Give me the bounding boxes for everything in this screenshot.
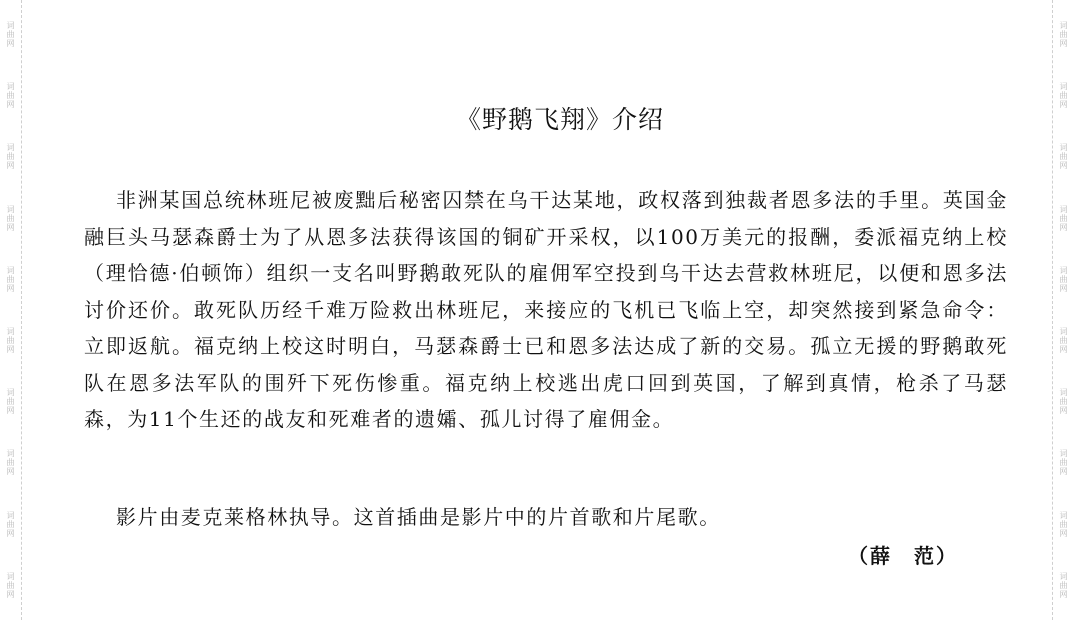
watermark-text: 词曲网	[1059, 510, 1068, 538]
watermark-text: 词曲网	[1059, 571, 1068, 599]
watermark-text: 词曲网	[1059, 204, 1068, 232]
watermark-text: 词曲网	[1059, 143, 1068, 171]
author-close-paren: ）	[936, 544, 958, 568]
article-title: 《野鹅飞翔》介绍	[455, 105, 664, 134]
director-paragraph: 影片由麦克莱格林执导。这首插曲是影片中的片首歌和片尾歌。	[116, 505, 721, 529]
watermark-text: 词曲网	[1059, 449, 1068, 477]
author-name-second-char: 范	[914, 544, 936, 568]
watermark-text: 词曲网	[1059, 265, 1068, 293]
watermark-text: 词曲网	[6, 21, 15, 49]
watermark-text: 词曲网	[6, 510, 15, 538]
watermark-text: 词曲网	[1059, 21, 1068, 49]
author-byline	[848, 540, 958, 569]
watermark-text: 词曲网	[6, 388, 15, 416]
author-name-first-char: 薛	[870, 544, 892, 568]
watermark-text: 词曲网	[6, 571, 15, 599]
watermark-text: 词曲网	[1059, 388, 1068, 416]
watermark-text: 词曲网	[6, 327, 15, 355]
watermark-text: 词曲网	[6, 204, 15, 232]
right-margin-watermark-strip	[1052, 0, 1074, 620]
watermark-text: 词曲网	[6, 265, 15, 293]
synopsis-paragraph: 非洲某国总统林班尼被废黜后秘密囚禁在乌干达某地，政权落到独裁者恩多法的手里。英国金融巨头马瑟森爵士为了从恩多法获得该国的铜矿开采权，以100万美元的报酬，委派福克纳上校（理恰德·伯顿饰）组织一支名叫野鹅敢死队的雇佣军空投到乌干达去营救林班尼，以便和恩多法讨价还价。敢死队历经千难万险救出林班尼，来接应的飞机已飞临上空，却突然接到紧急命令：立即返航。福克纳上校这时明白，马瑟森爵士已和恩多法达成了新的交易。孤立无援的野鹅敢死队在恩多法军队的围歼下死伤惨重。福克纳上校逃出虎口回到英国，了解到真情，枪杀了马瑟森，为11个生还的战友和死难者的遗孀、孤儿讨得了雇佣金。	[84, 188, 1008, 431]
watermark-text: 词曲网	[1059, 327, 1068, 355]
watermark-text: 词曲网	[6, 449, 15, 477]
left-margin-watermark-strip	[0, 0, 22, 620]
watermark-text: 词曲网	[6, 143, 15, 171]
watermark-text: 词曲网	[1059, 82, 1068, 110]
watermark-text: 词曲网	[6, 82, 15, 110]
author-open-paren: （	[848, 544, 870, 568]
